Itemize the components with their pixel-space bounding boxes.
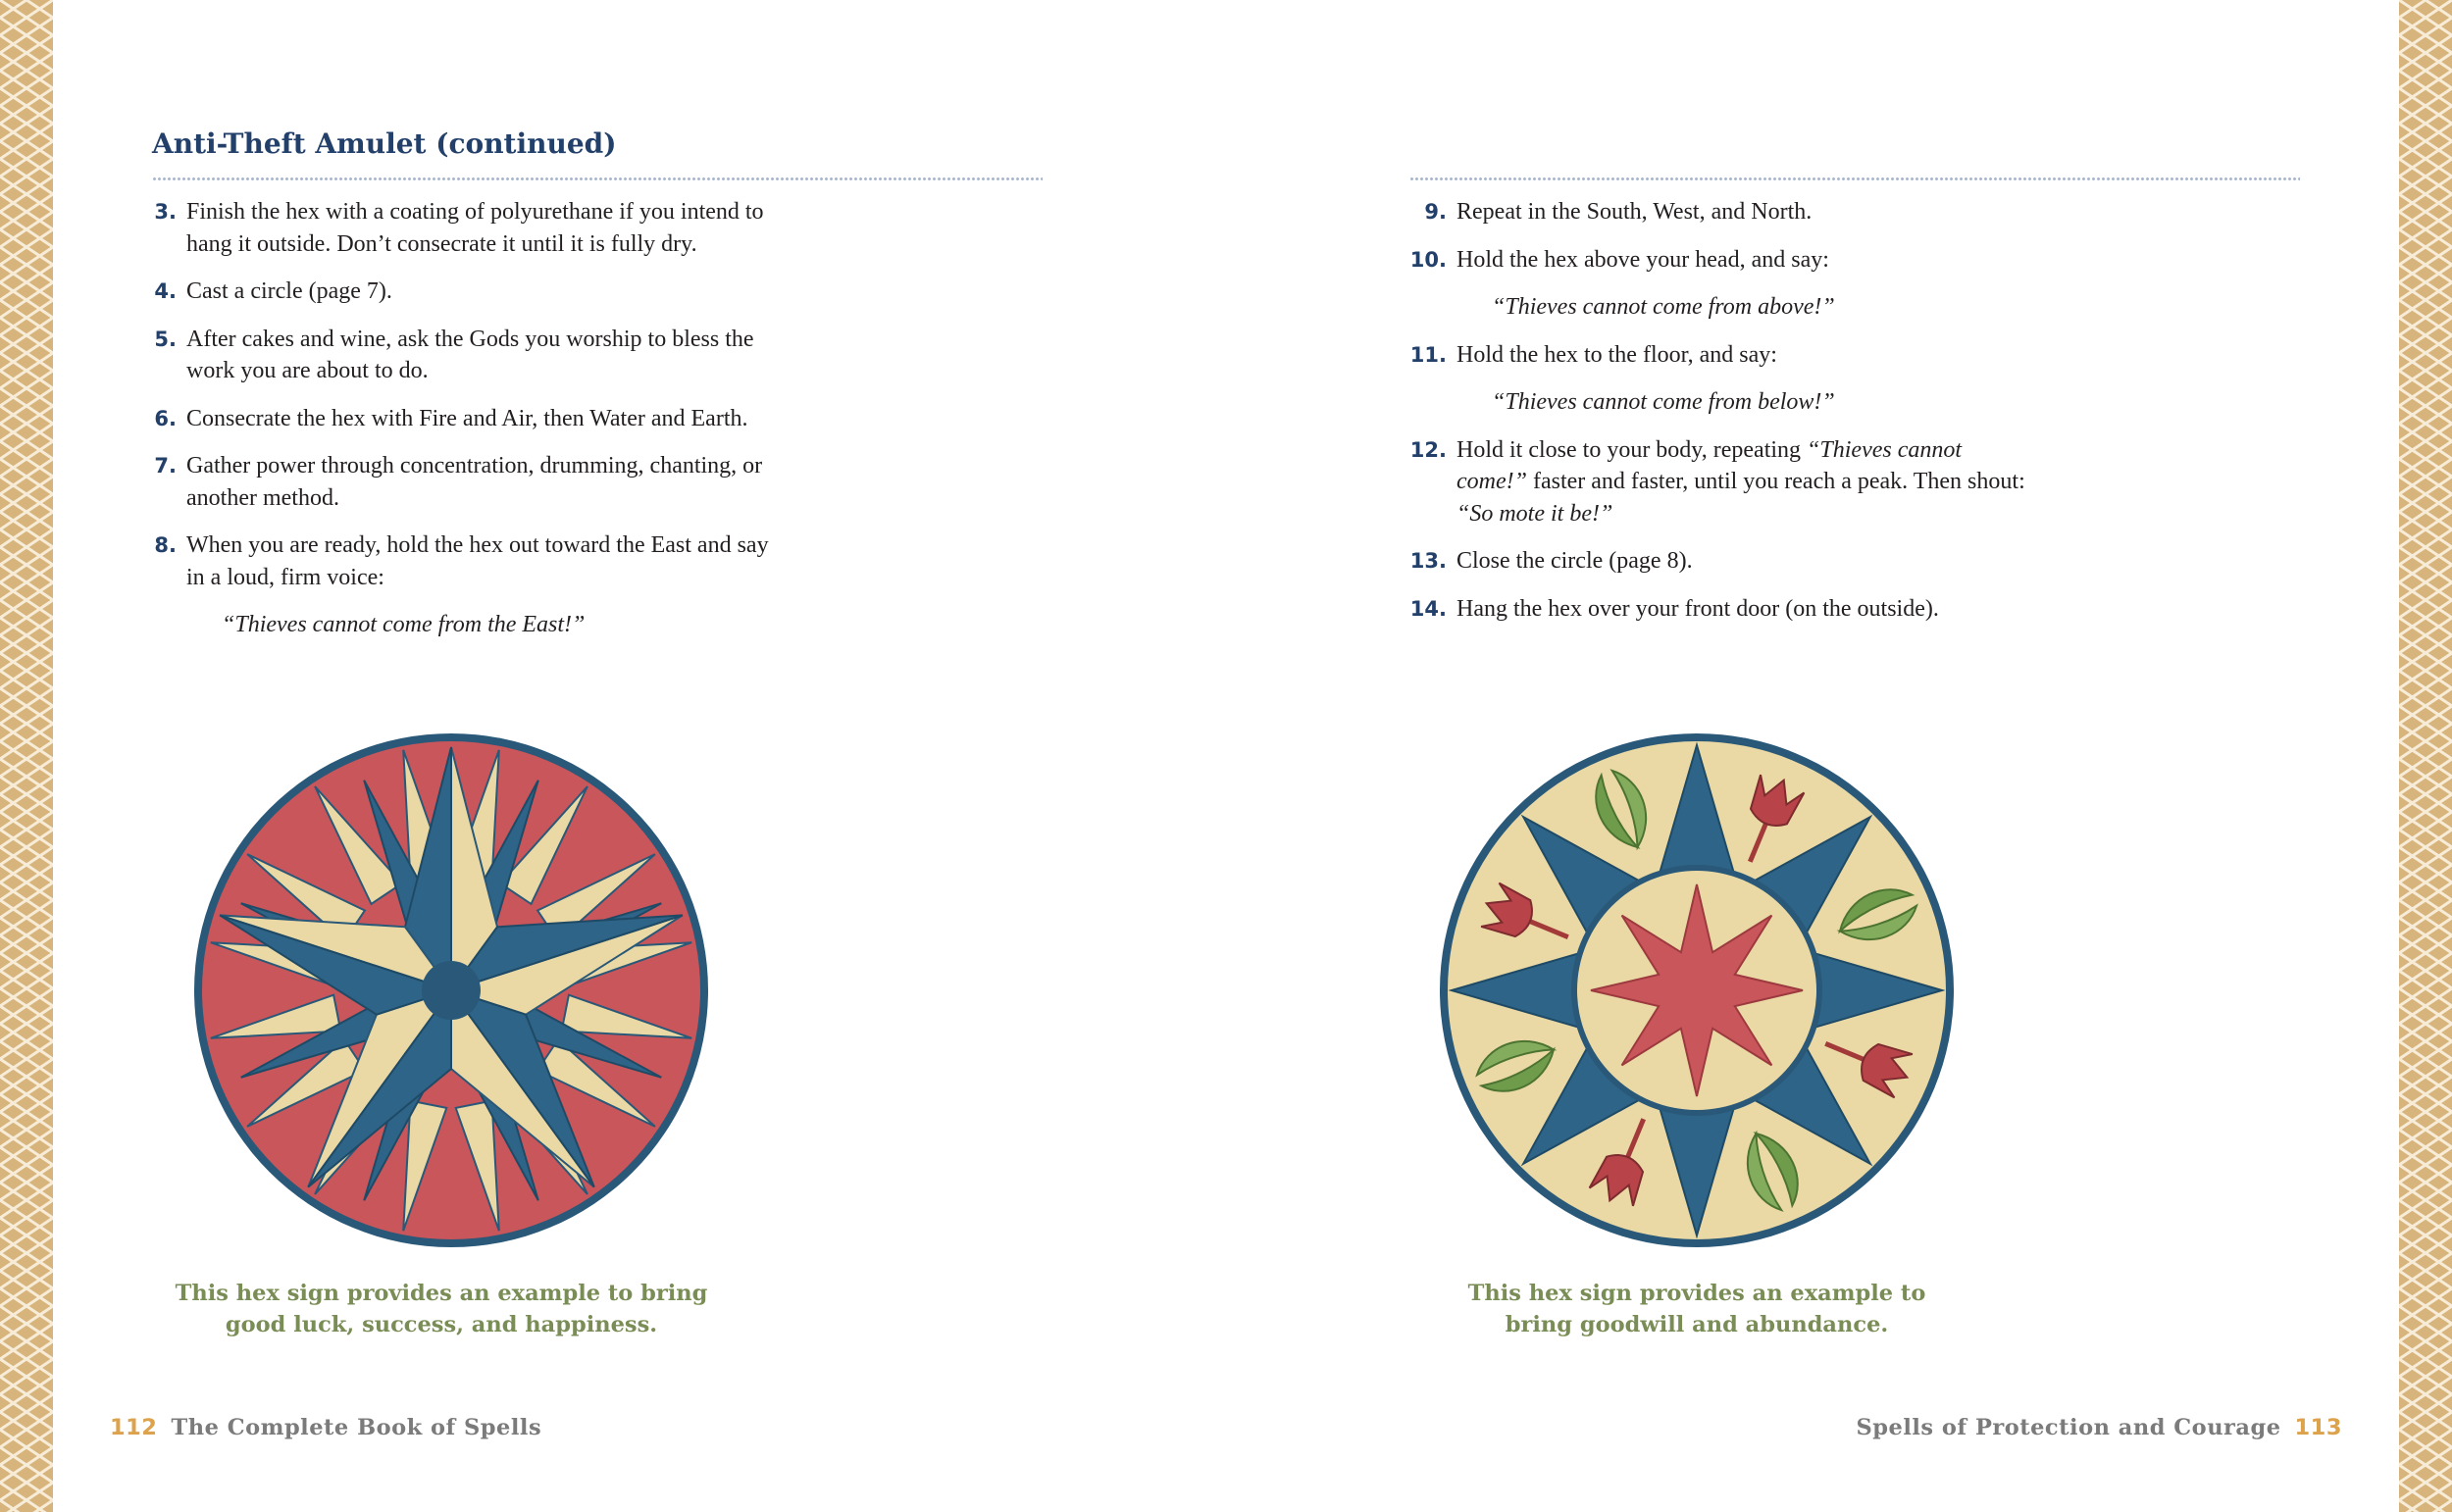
caption-right bbox=[1403, 1278, 1991, 1340]
footer-right bbox=[1857, 1415, 2342, 1440]
running-head: Spells of Protection and Courage bbox=[1856, 1415, 2281, 1440]
lattice-border-left bbox=[0, 0, 53, 1512]
chant-inline: “Thieves cannot come!” bbox=[1456, 436, 1963, 494]
step-number: 14. bbox=[1409, 596, 1447, 621]
step-number: 10. bbox=[1409, 247, 1447, 272]
step-number: 4. bbox=[154, 279, 177, 303]
step-number: 3. bbox=[154, 200, 177, 224]
step-number: 12. bbox=[1409, 437, 1447, 462]
step-text: faster and faster, until you reach a peak. Then shout: bbox=[1526, 469, 2025, 494]
caption-line: This hex sign provides an example to bring bbox=[175, 1281, 708, 1306]
page-number: 113 bbox=[2294, 1415, 2342, 1440]
caption-line: bring goodwill and abundance. bbox=[1505, 1312, 1889, 1337]
step-text: Consecrate the hex with Fire and Air, then Water and Earth. bbox=[186, 405, 748, 431]
caption-line: This hex sign provides an example to bbox=[1467, 1281, 1926, 1306]
list-item bbox=[1409, 593, 2037, 626]
page-number: 112 bbox=[110, 1415, 158, 1440]
page-title: Anti-Theft Amulet (continued) bbox=[152, 127, 617, 160]
step-text: Hang the hex over your front door (on the outside). bbox=[1456, 595, 1939, 622]
lattice-border-right bbox=[2399, 0, 2452, 1512]
list-item bbox=[1409, 434, 2037, 530]
red-star bbox=[1591, 884, 1803, 1096]
step-text: Hold the hex above your head, and say: bbox=[1456, 246, 1829, 273]
step-text: Close the circle (page 8). bbox=[1456, 548, 1693, 574]
step-text: Hold the hex to the floor, and say: bbox=[1456, 341, 1777, 368]
step-text: Gather power through concentration, drumming, chanting, or another method. bbox=[186, 453, 763, 511]
step-number: 8. bbox=[154, 533, 177, 557]
chant-inline: “So mote it be!” bbox=[1456, 500, 1613, 527]
running-head: The Complete Book of Spells bbox=[171, 1415, 542, 1440]
step-number: 9. bbox=[1424, 200, 1447, 224]
step-number: 11. bbox=[1409, 342, 1447, 367]
step-list-right bbox=[1409, 196, 2037, 640]
step-list-left bbox=[152, 196, 780, 657]
step-text: Repeat in the South, West, and North. bbox=[1456, 199, 1813, 225]
list-item bbox=[152, 450, 780, 514]
tulip-star-hex-sign-icon bbox=[1437, 731, 1957, 1250]
step-text: When you are ready, hold the hex out toward the East and say in a loud, firm voice: bbox=[186, 532, 769, 590]
caption-left bbox=[147, 1278, 736, 1340]
caption-line: good luck, success, and happiness. bbox=[225, 1312, 658, 1337]
list-item bbox=[152, 529, 780, 641]
list-item bbox=[1409, 339, 2037, 419]
step-text: Hold it close to your body, repeating bbox=[1456, 436, 1808, 463]
list-item bbox=[152, 196, 780, 260]
chant-quote: “Thieves cannot come from the East!” bbox=[222, 612, 586, 637]
list-item bbox=[1409, 244, 2037, 324]
step-text: Finish the hex with a coating of polyurethane if you intend to hang it outside. Don’t consecrate it until it is fully dry. bbox=[186, 199, 764, 257]
chant-quote: “Thieves cannot come from above!” bbox=[1492, 294, 1835, 320]
chant-quote: “Thieves cannot come from below!” bbox=[1492, 389, 1835, 415]
step-number: 5. bbox=[154, 327, 177, 351]
list-item bbox=[1409, 196, 2037, 228]
list-item bbox=[152, 276, 780, 308]
step-number: 13. bbox=[1409, 549, 1447, 573]
heading-rule-right bbox=[1409, 176, 2300, 182]
luck-star-hex-sign-icon bbox=[191, 731, 711, 1250]
list-item bbox=[1409, 545, 2037, 578]
step-text: After cakes and wine, ask the Gods you worship to bless the work you are about to do. bbox=[186, 326, 754, 383]
step-text: Cast a circle (page 7). bbox=[186, 278, 392, 304]
step-number: 7. bbox=[154, 454, 177, 478]
step-number: 6. bbox=[154, 406, 177, 430]
list-item bbox=[152, 403, 780, 435]
list-item bbox=[152, 324, 780, 387]
heading-rule-left bbox=[152, 176, 1043, 182]
footer-left bbox=[110, 1415, 541, 1440]
